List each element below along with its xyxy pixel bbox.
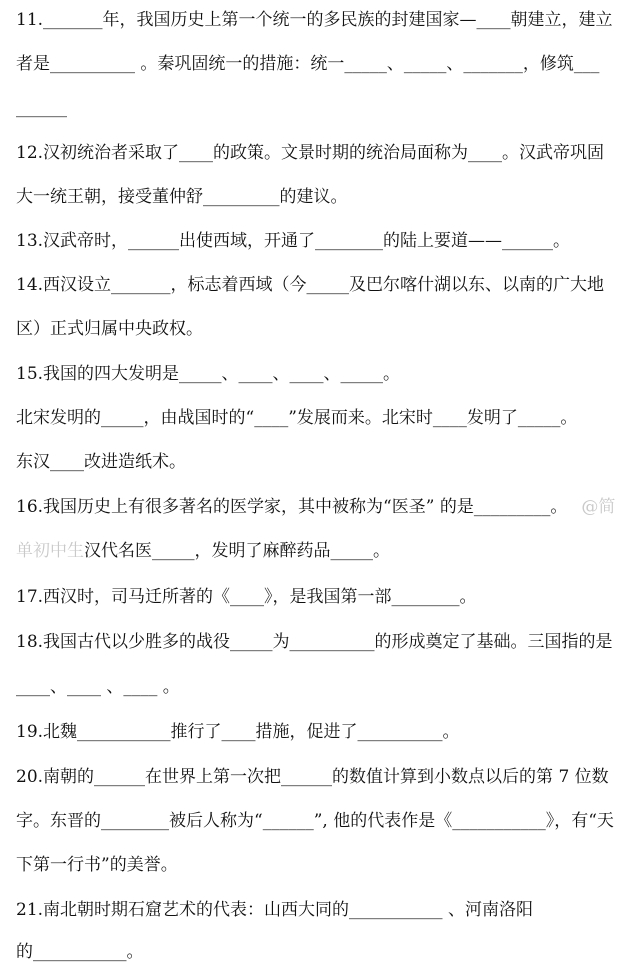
question-21-line-2: 的___________。 (16, 942, 144, 962)
question-20-line-3: 下第一行书”的美誉。 (16, 855, 178, 875)
question-16-text-1: 16.我国历史上有很多著名的医学家，其中被称为“医圣” 的是_________。 (16, 497, 568, 517)
question-16-text-2: 汉代名医_____，发明了麻醉药品_____。 (84, 541, 390, 561)
question-20-line-1: 20.南朝的______在世界上第一次把______的数值计算到小数点以后的第 7 位数 (16, 767, 609, 787)
question-20-line-2: 字。东晋的________被后人称为“______”, 他的代表作是《___________》，有“天 (16, 811, 614, 831)
question-14-line-2: 区）正式归属中央政权。 (16, 319, 203, 339)
question-12-line-2: 大一统王朝，接受董仲舒_________的建议。 (16, 187, 348, 207)
question-12-line-1: 12.汉初统治者采取了____的政策。文景时期的统治局面称为____。汉武帝巩固 (16, 143, 605, 163)
question-18-line-1: 18.我国古代以少胜多的战役_____为__________的形成奠定了基础。三国指的是 (16, 632, 613, 652)
question-16-line-2 (16, 539, 390, 563)
question-16-line-1 (16, 495, 615, 519)
question-15-line-3: 东汉____改进造纸术。 (16, 452, 186, 472)
question-15-line-2: 北宋发明的_____，由战国时的“____”发展而来。北宋时____发明了_____。 (16, 408, 578, 428)
question-17-line-1: 17.西汉时，司马迁所著的《____》，是我国第一部________。 (16, 587, 477, 607)
question-14-line-1: 14.西汉设立_______，标志着西域（今_____及巴尔喀什湖以东、以南的广大地 (16, 275, 605, 295)
question-19-line-1: 19.北魏___________推行了____措施，促进了__________。 (16, 722, 460, 742)
watermark-part-2: 单初中生 (16, 541, 84, 561)
question-11-line-3: ______ (16, 98, 67, 118)
question-18-line-2: ____、____ 、____ 。 (16, 677, 180, 697)
question-13-line-1: 13.汉武帝时，______出使西域，开通了________的陆上要道——______。 (16, 231, 571, 251)
question-21-line-1: 21.南北朝时期石窟艺术的代表：山西大同的___________ 、河南洛阳 (16, 900, 533, 920)
watermark-part-1: @简 (581, 497, 616, 517)
question-11-line-2: 者是__________ 。秦巩固统一的措施：统一_____、_____、_______，修筑___ (16, 54, 600, 74)
question-11-line-1: 11._______年，我国历史上第一个统一的多民族的封建国家—____朝建立，建立 (16, 10, 613, 30)
question-15-line-1: 15.我国的四大发明是_____、____、____、_____。 (16, 364, 401, 384)
